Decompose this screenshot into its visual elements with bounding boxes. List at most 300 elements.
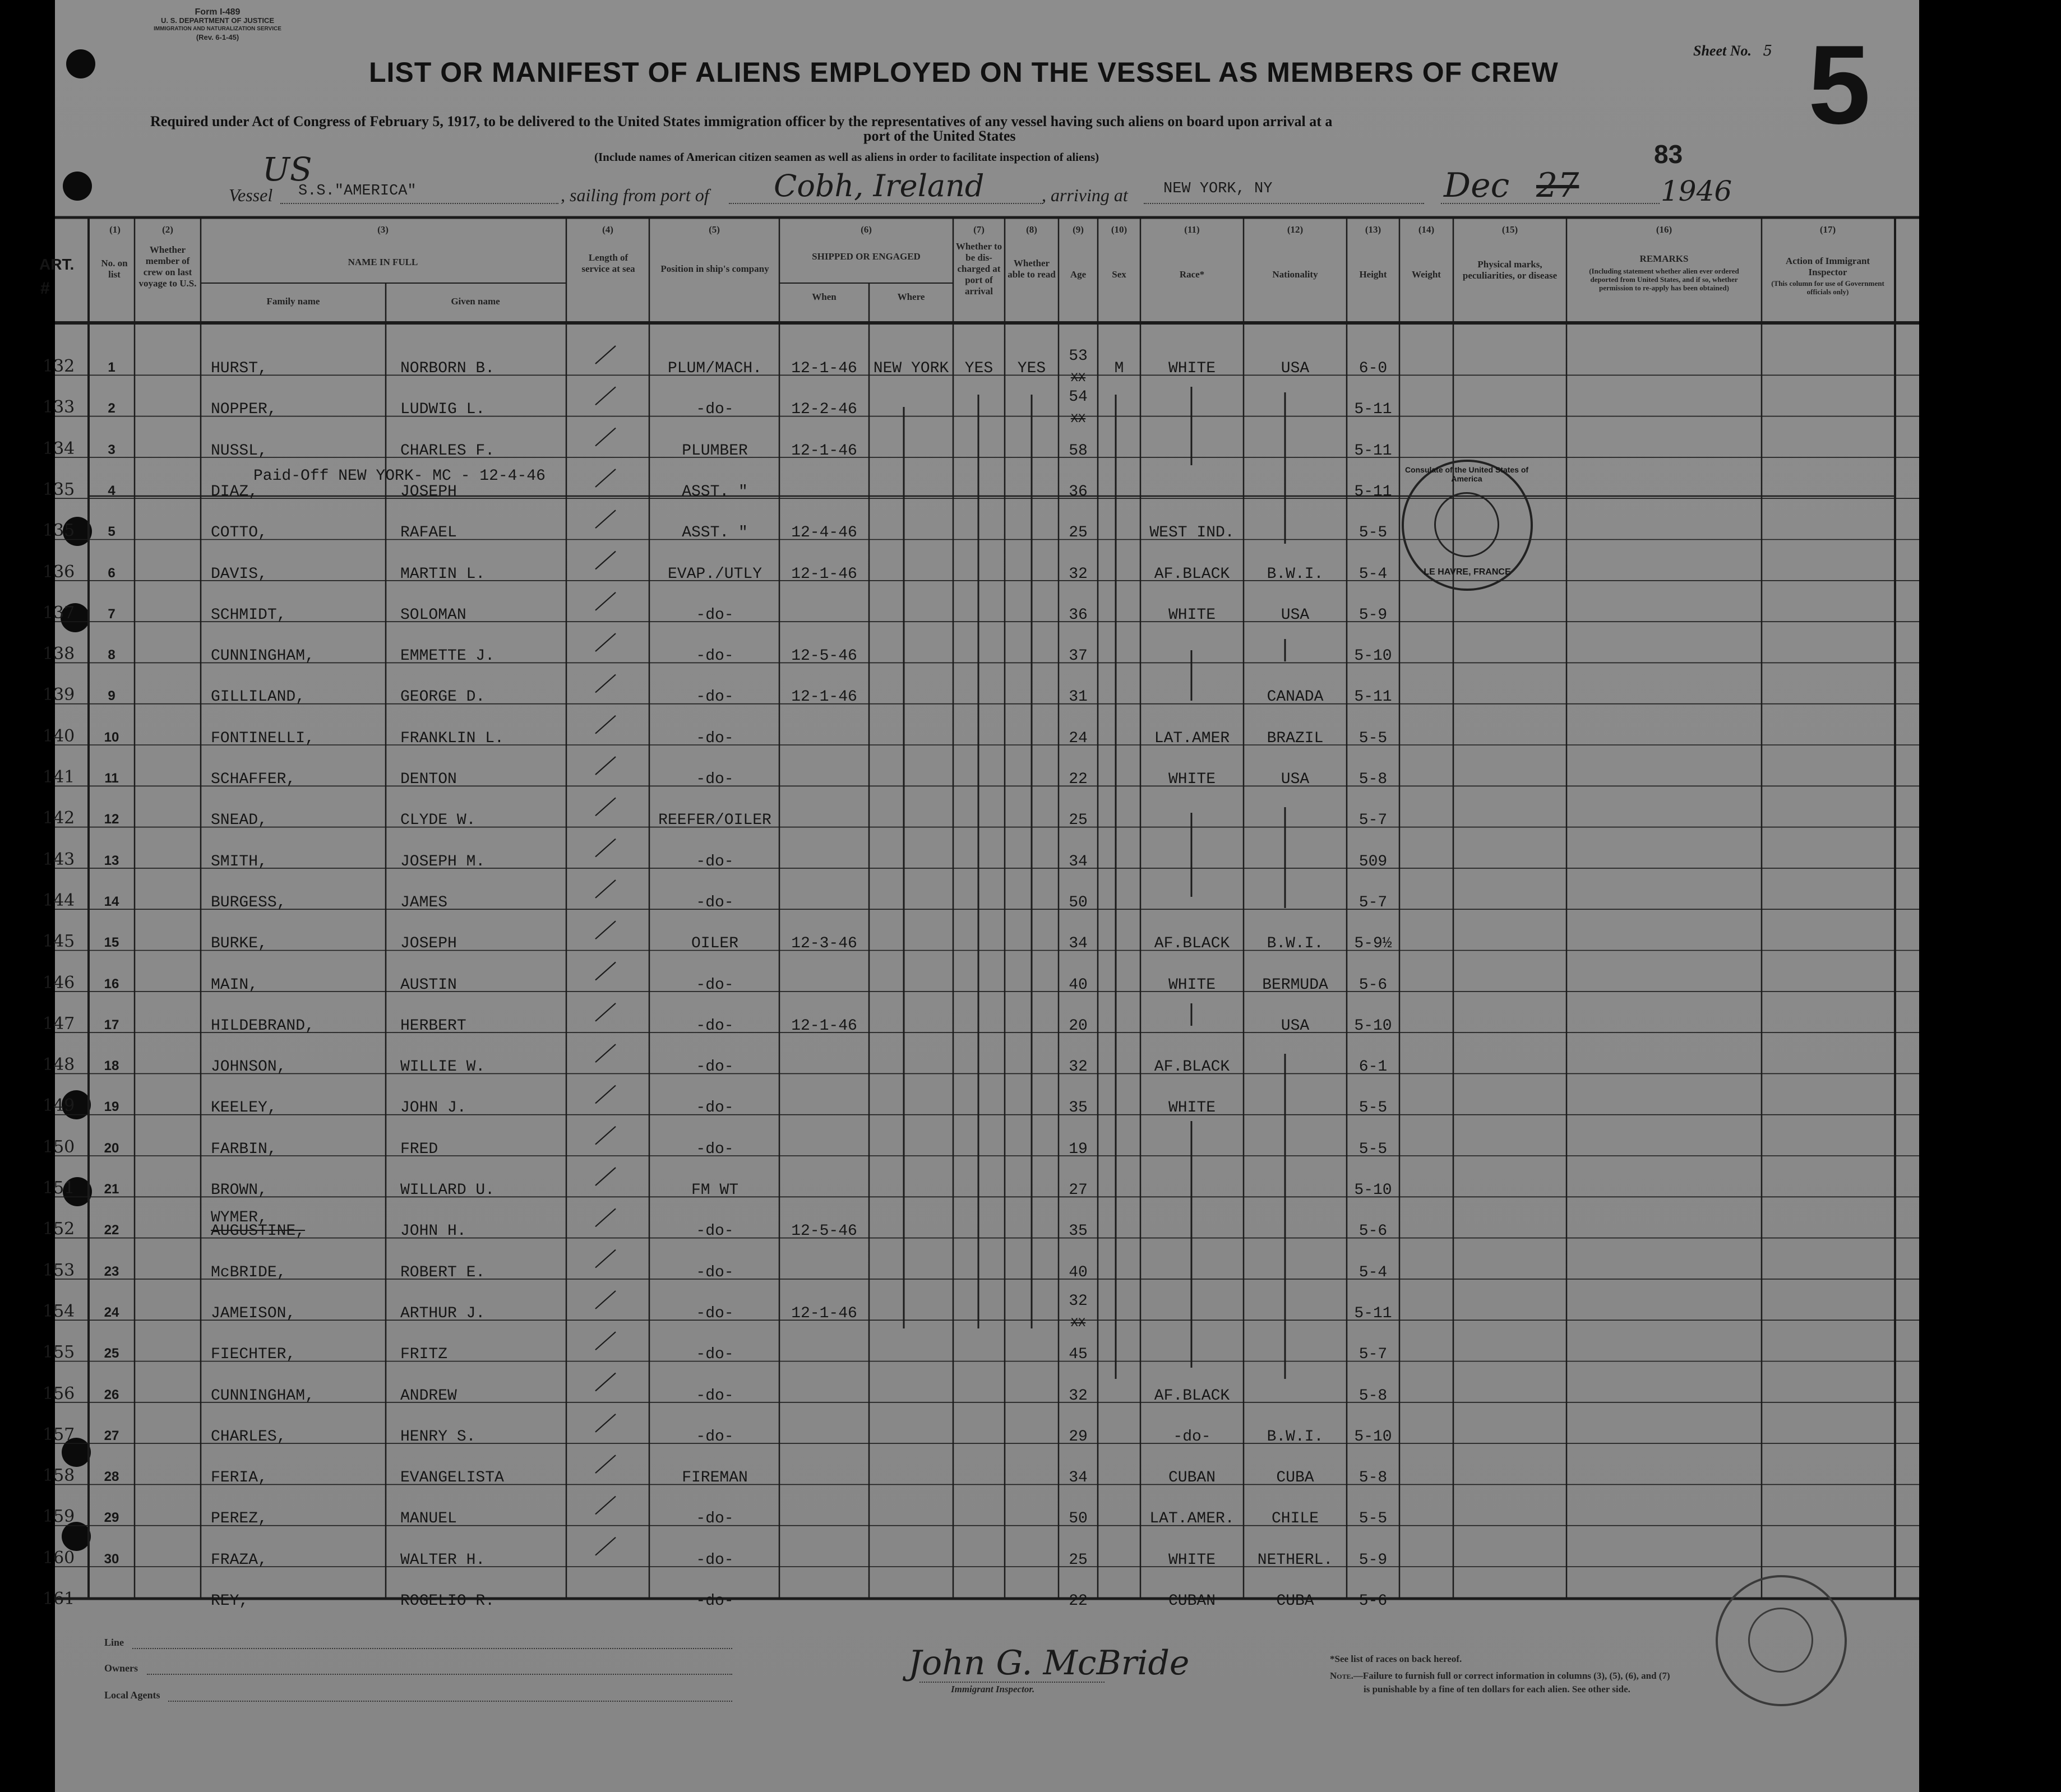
row-art-number: 155	[43, 1342, 75, 1363]
row-height: 5-4	[1358, 565, 1388, 583]
row-given-name: NORBORN B.	[400, 360, 495, 377]
row-age: 25	[1069, 524, 1088, 542]
row-when: 12-5-46	[791, 1223, 857, 1240]
row-given-name: RAFAEL	[400, 524, 457, 542]
row-no: 17	[104, 1017, 119, 1032]
row-given-name: DENTON	[400, 771, 457, 788]
row-when: 12-1-46	[791, 1304, 857, 1322]
col-num-17: (17)	[1819, 224, 1836, 235]
grid-line	[595, 1414, 616, 1432]
page-title: LIST OR MANIFEST OF ALIENS EMPLOYED ON THE VESSEL AS MEMBERS OF CREW	[369, 57, 1559, 88]
row-family-name: HILDEBRAND,	[211, 1017, 315, 1035]
row-age: 53	[1069, 348, 1088, 365]
row-nationality: CUBA	[1276, 1469, 1314, 1487]
row-position: -do-	[696, 688, 734, 706]
form-service: IMMIGRATION AND NATURALIZATION SERVICE	[154, 26, 281, 32]
row-given-name: ANDREW	[400, 1387, 457, 1405]
row-position: -do-	[696, 1387, 734, 1405]
length-service-header: Length of service at sea	[581, 252, 635, 274]
row-family-name: FARBIN,	[211, 1140, 277, 1158]
row-given-name: GEORGE D.	[400, 688, 486, 706]
row-given-name: FRANKLIN L.	[400, 729, 504, 747]
row-no: 8	[108, 647, 115, 663]
row-position: -do-	[696, 1346, 734, 1364]
arriving-label: , arriving at	[1042, 185, 1128, 205]
row-family-name: FERIA,	[211, 1469, 267, 1487]
grid-line	[595, 1168, 616, 1186]
row-family-name: BURKE,	[211, 935, 267, 953]
footer-owners-label: Owners	[104, 1663, 138, 1674]
row-family-name: FRAZA,	[211, 1551, 267, 1569]
row-race: LAT.AMER	[1154, 729, 1230, 747]
row-no: 18	[104, 1058, 119, 1074]
row-position: -do-	[696, 1058, 734, 1076]
row-age: 22	[1069, 771, 1088, 788]
row-race: WEST IND.	[1149, 524, 1235, 542]
grid-line	[595, 552, 616, 569]
row-nationality: USA	[1281, 606, 1310, 624]
col-num-11: (11)	[1184, 224, 1200, 235]
races-note: *See list of races on back hereof.	[1330, 1654, 1462, 1664]
grid-line	[595, 1044, 616, 1062]
vessel-name: S.S."AMERICA"	[298, 183, 417, 200]
col-num-4: (4)	[602, 224, 613, 235]
grid-line	[595, 674, 616, 692]
row-nationality: USA	[1281, 1017, 1310, 1035]
row-sex: M	[1114, 360, 1124, 377]
row-art-number: 135	[43, 479, 75, 499]
row-art-number: 152	[43, 1219, 75, 1239]
row-no: 7	[108, 606, 115, 622]
row-position: -do-	[696, 893, 734, 911]
row-family-name: PEREZ,	[211, 1510, 267, 1528]
row-family-name: JOHNSON,	[211, 1058, 286, 1076]
row-height: 5-6	[1358, 1223, 1388, 1240]
row-age: 20	[1069, 1017, 1088, 1035]
no-on-list-header: No. on list	[101, 258, 128, 280]
row-age: 37	[1069, 647, 1088, 665]
grid-line	[595, 716, 616, 734]
row-age: 32	[1069, 1387, 1088, 1405]
subtitle-instructions: (Include names of American citizen seamen as well as aliens in order to facilitate inspection of aliens)	[594, 150, 1099, 164]
row-position: PLUM/MACH.	[667, 360, 763, 377]
form-revision: (Rev. 6-1-45)	[196, 33, 239, 41]
row-art-number: 133	[43, 397, 75, 418]
row-family-name-correction: WYMER,	[211, 1209, 267, 1227]
row-height: 5-5	[1358, 524, 1388, 542]
row-given-name: JAMES	[400, 893, 448, 911]
row-no: 28	[104, 1469, 119, 1485]
row-race: LAT.AMER.	[1149, 1510, 1235, 1528]
vessel-label: Vessel	[229, 185, 273, 205]
row-height: 5-11	[1354, 688, 1392, 706]
handwritten-sheet-count: 83	[1654, 140, 1683, 169]
row-family-name: SCHMIDT,	[211, 606, 286, 624]
row-art-number: 161	[43, 1589, 75, 1609]
row-race: -do-	[1173, 1428, 1211, 1446]
row-art-number: 141	[43, 767, 75, 787]
row-when: 12-3-46	[791, 935, 857, 953]
row-art-number: 145	[43, 932, 75, 952]
row-given-name: HENRY S.	[400, 1428, 476, 1446]
row-height: 5-4	[1358, 1263, 1388, 1281]
row-age: 34	[1069, 1469, 1088, 1487]
physical-header: Physical marks, peculiarities, or disease	[1462, 259, 1558, 281]
given-name-header: Given name	[451, 296, 500, 307]
row-race: WHITE	[1168, 606, 1216, 624]
vessel-prefix: US	[262, 150, 312, 188]
row-height: 5-8	[1358, 1387, 1388, 1405]
row-no: 6	[108, 565, 115, 581]
row-height: 5-7	[1358, 812, 1388, 830]
row-family-name: CHARLES,	[211, 1428, 286, 1446]
row-given-name: AUSTIN	[400, 976, 457, 994]
sheet-number-value: 5	[1763, 43, 1773, 59]
row-position: REEFER/OILER	[658, 812, 771, 830]
row-art-number: 135	[43, 521, 75, 541]
row-no: 16	[104, 976, 119, 992]
family-name-header: Family name	[266, 296, 320, 307]
row-family-name: GILLILAND,	[211, 688, 306, 706]
when-header: When	[812, 291, 837, 302]
subtitle-port: port of the United States	[863, 128, 1016, 144]
row-family-name: CUNNINGHAM,	[211, 647, 315, 665]
row-age: 34	[1069, 935, 1088, 953]
row-given-name: FRITZ	[400, 1346, 448, 1364]
row-no: 22	[104, 1223, 119, 1238]
consulate-stamp-inner	[1434, 492, 1499, 557]
footer-agents-field	[168, 1701, 732, 1702]
row-position: -do-	[696, 976, 734, 994]
row-no: 13	[104, 853, 119, 868]
row-no: 19	[104, 1099, 119, 1115]
row-position: FM WT	[691, 1182, 738, 1199]
row-height: 509	[1358, 853, 1388, 870]
row-no: 5	[108, 524, 115, 540]
note-label: Note.	[1330, 1670, 1353, 1681]
row-family-name: SMITH,	[211, 853, 267, 870]
row-art-number: 147	[43, 1013, 75, 1034]
row-given-name: WALTER H.	[400, 1551, 486, 1569]
row-age: 32	[1069, 1058, 1088, 1076]
col-num-6: (6)	[861, 224, 872, 235]
row-given-name: JOHN J.	[400, 1099, 466, 1117]
row-no: 11	[104, 771, 119, 786]
grid-line	[595, 387, 616, 405]
row-art-number: 149	[43, 1096, 75, 1116]
row-no: 3	[108, 442, 115, 457]
row-height: 5-9½	[1354, 935, 1392, 953]
row-nationality: CUBA	[1276, 1592, 1314, 1610]
row-no: 27	[104, 1428, 119, 1443]
row-age-corrected: XX	[1070, 371, 1086, 385]
row-age: 25	[1069, 1551, 1088, 1569]
row-height: 5-9	[1358, 1551, 1388, 1569]
grid-line	[595, 469, 616, 487]
grid-line	[595, 962, 616, 980]
row-nationality: BRAZIL	[1267, 729, 1324, 747]
grid-line	[595, 510, 616, 528]
row-height: 5-6	[1358, 976, 1388, 994]
action-subheader: (This column for use of Government officials only)	[1771, 279, 1884, 296]
row-nationality: USA	[1281, 771, 1310, 788]
row-nationality: USA	[1281, 360, 1310, 377]
form-department: U. S. DEPARTMENT OF JUSTICE	[161, 16, 274, 25]
row-when: 12-1-46	[791, 442, 857, 460]
grid-line	[595, 1250, 616, 1268]
footer-line-field	[132, 1648, 732, 1649]
col-num-7: (7)	[973, 224, 985, 235]
row-age: 36	[1069, 483, 1088, 501]
row-no: 15	[104, 935, 119, 951]
row-position: -do-	[696, 647, 734, 665]
remarks-header: REMARKS	[1639, 253, 1689, 264]
row-age: 22	[1069, 1592, 1088, 1610]
row-nationality: B.W.I.	[1267, 935, 1324, 953]
row-position: PLUMBER	[682, 442, 748, 460]
col-num-9: (9)	[1073, 224, 1084, 235]
grid-line	[595, 592, 616, 610]
age-header: Age	[1070, 269, 1087, 280]
row-family-name: DAVIS,	[211, 565, 267, 583]
row-age: 34	[1069, 853, 1088, 870]
sheet-number-label: Sheet No.	[1693, 43, 1752, 59]
row-position: -do-	[696, 1592, 734, 1610]
row-art-number: 142	[43, 808, 75, 828]
row-family-name: REY,	[211, 1592, 249, 1610]
row-art-number: 139	[43, 685, 75, 705]
row-position: -do-	[696, 1140, 734, 1158]
row-race: AF.BLACK	[1154, 935, 1230, 953]
grid-line	[595, 798, 616, 816]
row-position: ASST. "	[682, 524, 748, 542]
row-art-number: 140	[43, 726, 75, 746]
row-no: 1	[108, 360, 115, 375]
row-race: WHITE	[1168, 360, 1216, 377]
grid-line	[595, 1332, 616, 1350]
row-age: 24	[1069, 729, 1088, 747]
grid-line	[595, 1291, 616, 1309]
row-given-name: MARTIN L.	[400, 565, 486, 583]
row-age: 50	[1069, 1510, 1088, 1528]
inspector-signature: John G. McBride	[908, 1643, 1190, 1683]
row-age: 35	[1069, 1223, 1088, 1240]
row-height: 5-7	[1358, 893, 1388, 911]
col-num-5: (5)	[709, 224, 720, 235]
race-header: Race*	[1179, 269, 1205, 280]
grid-line	[595, 1208, 616, 1226]
row-given-name: SOLOMAN	[400, 606, 466, 624]
row-position: -do-	[696, 1510, 734, 1528]
row-art-number: 156	[43, 1383, 75, 1404]
row-art-number: 137	[43, 603, 75, 623]
row-art-number: 136	[43, 562, 75, 582]
nationality-header: Nationality	[1272, 269, 1318, 280]
grid-line	[595, 428, 616, 446]
row-nationality: CANADA	[1267, 688, 1324, 706]
row-paid-off-note: Paid-Off NEW YORK- MC - 12-4-46	[253, 467, 546, 485]
row-age: 40	[1069, 1263, 1088, 1281]
row-age: 25	[1069, 812, 1088, 830]
art-header-label: ART.	[39, 256, 75, 273]
inspector-label: Immigrant Inspector.	[951, 1684, 1035, 1694]
row-race: CUBAN	[1168, 1592, 1216, 1610]
col-num-3: (3)	[377, 224, 389, 235]
row-family-name: McBRIDE,	[211, 1263, 286, 1281]
row-family-name: SNEAD,	[211, 812, 267, 830]
row-race: AF.BLACK	[1154, 1058, 1230, 1076]
consulate-stamp-bottom-inner	[1748, 1608, 1813, 1673]
arrival-year: 1946	[1661, 175, 1732, 207]
row-height: 5-11	[1354, 1304, 1392, 1322]
row-height: 5-10	[1354, 647, 1392, 665]
row-given-name: WILLARD U.	[400, 1182, 495, 1199]
row-position: ASST. "	[682, 483, 748, 501]
row-given-name: ROGELIO R.	[400, 1592, 495, 1610]
row-height: 5-8	[1358, 1469, 1388, 1487]
row-art-number: 138	[43, 644, 75, 664]
stamp-top-text: Consulate of the United States of America	[1404, 465, 1529, 483]
row-age: 31	[1069, 688, 1088, 706]
row-position: -do-	[696, 1304, 734, 1322]
row-age: 50	[1069, 893, 1088, 911]
col-num-15: (15)	[1501, 224, 1518, 235]
row-when: 12-2-46	[791, 401, 857, 419]
row-race: WHITE	[1168, 771, 1216, 788]
row-given-name: ROBERT E.	[400, 1263, 486, 1281]
row-race: AF.BLACK	[1154, 1387, 1230, 1405]
row-given-name: HERBERT	[400, 1017, 466, 1035]
row-nationality: B.W.I.	[1267, 1428, 1324, 1446]
col-num-2: (2)	[162, 224, 173, 235]
row-family-name: MAIN,	[211, 976, 258, 994]
row-age: 36	[1069, 606, 1088, 624]
row-position: -do-	[696, 606, 734, 624]
consulate-stamp	[1402, 460, 1533, 591]
row-height: 5-9	[1358, 606, 1388, 624]
failure-note-2: is punishable by a fine of ten dollars for each alien. See other side.	[1364, 1684, 1630, 1694]
row-age: 54	[1069, 388, 1088, 406]
position-header: Position in ship's company	[660, 263, 769, 274]
row-when: 12-4-46	[791, 524, 857, 542]
row-position: OILER	[691, 935, 738, 953]
row-when: 12-1-46	[791, 1017, 857, 1035]
row-family-name: JAMEISON,	[211, 1304, 296, 1322]
form-number: Form I-489	[195, 7, 241, 17]
row-given-name: ARTHUR J.	[400, 1304, 486, 1322]
row-family-name: BROWN,	[211, 1182, 267, 1199]
row-age: 32	[1069, 1292, 1088, 1310]
col-num-8: (8)	[1026, 224, 1037, 235]
row-age: 27	[1069, 1182, 1088, 1199]
row-art-number: 143	[43, 849, 75, 869]
row-family-name: FONTINELLI,	[211, 729, 315, 747]
name-in-full-header: NAME IN FULL	[348, 257, 418, 267]
row-art-number: 153	[43, 1260, 75, 1280]
grid-line	[595, 921, 616, 939]
member-header: Whether member of crew on last voyage to U.S.	[138, 244, 197, 289]
row-age: 35	[1069, 1099, 1088, 1117]
row-height: 5-10	[1354, 1428, 1392, 1446]
remarks-subheader: (Including statement whether alien ever ordered deported from United States, and if so, whether permission to re-apply has been obtained)	[1589, 267, 1739, 292]
row-no: 10	[104, 729, 119, 745]
row-art-number: 157	[43, 1424, 75, 1444]
row-family-name: FIECHTER,	[211, 1346, 296, 1364]
row-no: 23	[104, 1263, 119, 1279]
row-art-number: 151	[43, 1178, 75, 1198]
row-given-name: FRED	[400, 1140, 438, 1158]
grid-line	[595, 1455, 616, 1473]
grid-line	[595, 839, 616, 857]
row-no: 14	[104, 893, 119, 909]
row-family-name: DIAZ,	[211, 483, 258, 501]
action-header: Action of Immigrant Inspector	[1785, 256, 1870, 277]
shipped-header: SHIPPED OR ENGAGED	[812, 251, 921, 262]
row-when: 12-1-46	[791, 360, 857, 377]
signature-line	[919, 1682, 1105, 1683]
row-given-name: CLYDE W.	[400, 812, 476, 830]
row-when: 12-5-46	[791, 647, 857, 665]
row-family-name: HURST,	[211, 360, 267, 377]
sailing-port: Cobh, Ireland	[774, 168, 985, 203]
row-where: NEW YORK	[873, 360, 949, 377]
row-position: -do-	[696, 853, 734, 870]
row-family-name: AUGUSTINE,	[211, 1223, 306, 1240]
subtitle-requirement: Required under Act of Congress of February 5, 1917, to be delivered to the United States immigration officer by the representatives of any vessel having such aliens on board upon arrival at a	[150, 113, 1333, 129]
grid-line	[595, 1085, 616, 1103]
row-given-name: CHARLES F.	[400, 442, 495, 460]
row-no: 12	[104, 812, 119, 827]
row-nationality: NETHERL.	[1257, 1551, 1333, 1569]
row-given-name: JOSEPH	[400, 483, 457, 501]
row-given-name: JOSEPH M.	[400, 853, 486, 870]
sailing-label: , sailing from port of	[561, 185, 709, 205]
row-art-number: 160	[43, 1548, 75, 1568]
row-height: 5-11	[1354, 483, 1392, 501]
row-height: 5-11	[1354, 401, 1392, 419]
row-no: 20	[104, 1140, 119, 1156]
row-race: AF.BLACK	[1154, 565, 1230, 583]
grid-line	[595, 880, 616, 898]
sheet-big-number: 5	[1808, 22, 1871, 147]
row-nationality: BERMUDA	[1262, 976, 1328, 994]
height-header: Height	[1359, 269, 1387, 280]
row-art-number: 132	[43, 356, 75, 376]
arrival-month: Dec	[1444, 166, 1510, 205]
row-no: 26	[104, 1387, 119, 1402]
row-given-name: EMMETTE J.	[400, 647, 495, 665]
able-read-header: Whether able to read	[1008, 258, 1056, 280]
row-able-read: YES	[1017, 360, 1046, 377]
grid-line	[595, 1003, 616, 1021]
row-no: 30	[104, 1551, 119, 1567]
row-position: -do-	[696, 1223, 734, 1240]
row-given-name: JOSEPH	[400, 935, 457, 953]
row-given-name: WILLIE W.	[400, 1058, 486, 1076]
col-num-13: (13)	[1365, 224, 1381, 235]
row-given-name: LUDWIG L.	[400, 401, 486, 419]
row-height: 5-5	[1358, 729, 1388, 747]
row-position: EVAP./UTLY	[667, 565, 763, 583]
row-discharged: YES	[964, 360, 993, 377]
grid-line	[595, 1373, 616, 1391]
row-when: 12-1-46	[791, 565, 857, 583]
row-race: CUBAN	[1168, 1469, 1216, 1487]
row-position: -do-	[696, 401, 734, 419]
row-age: 29	[1069, 1428, 1088, 1446]
row-position: -do-	[696, 771, 734, 788]
row-family-name: NOPPER,	[211, 401, 277, 419]
